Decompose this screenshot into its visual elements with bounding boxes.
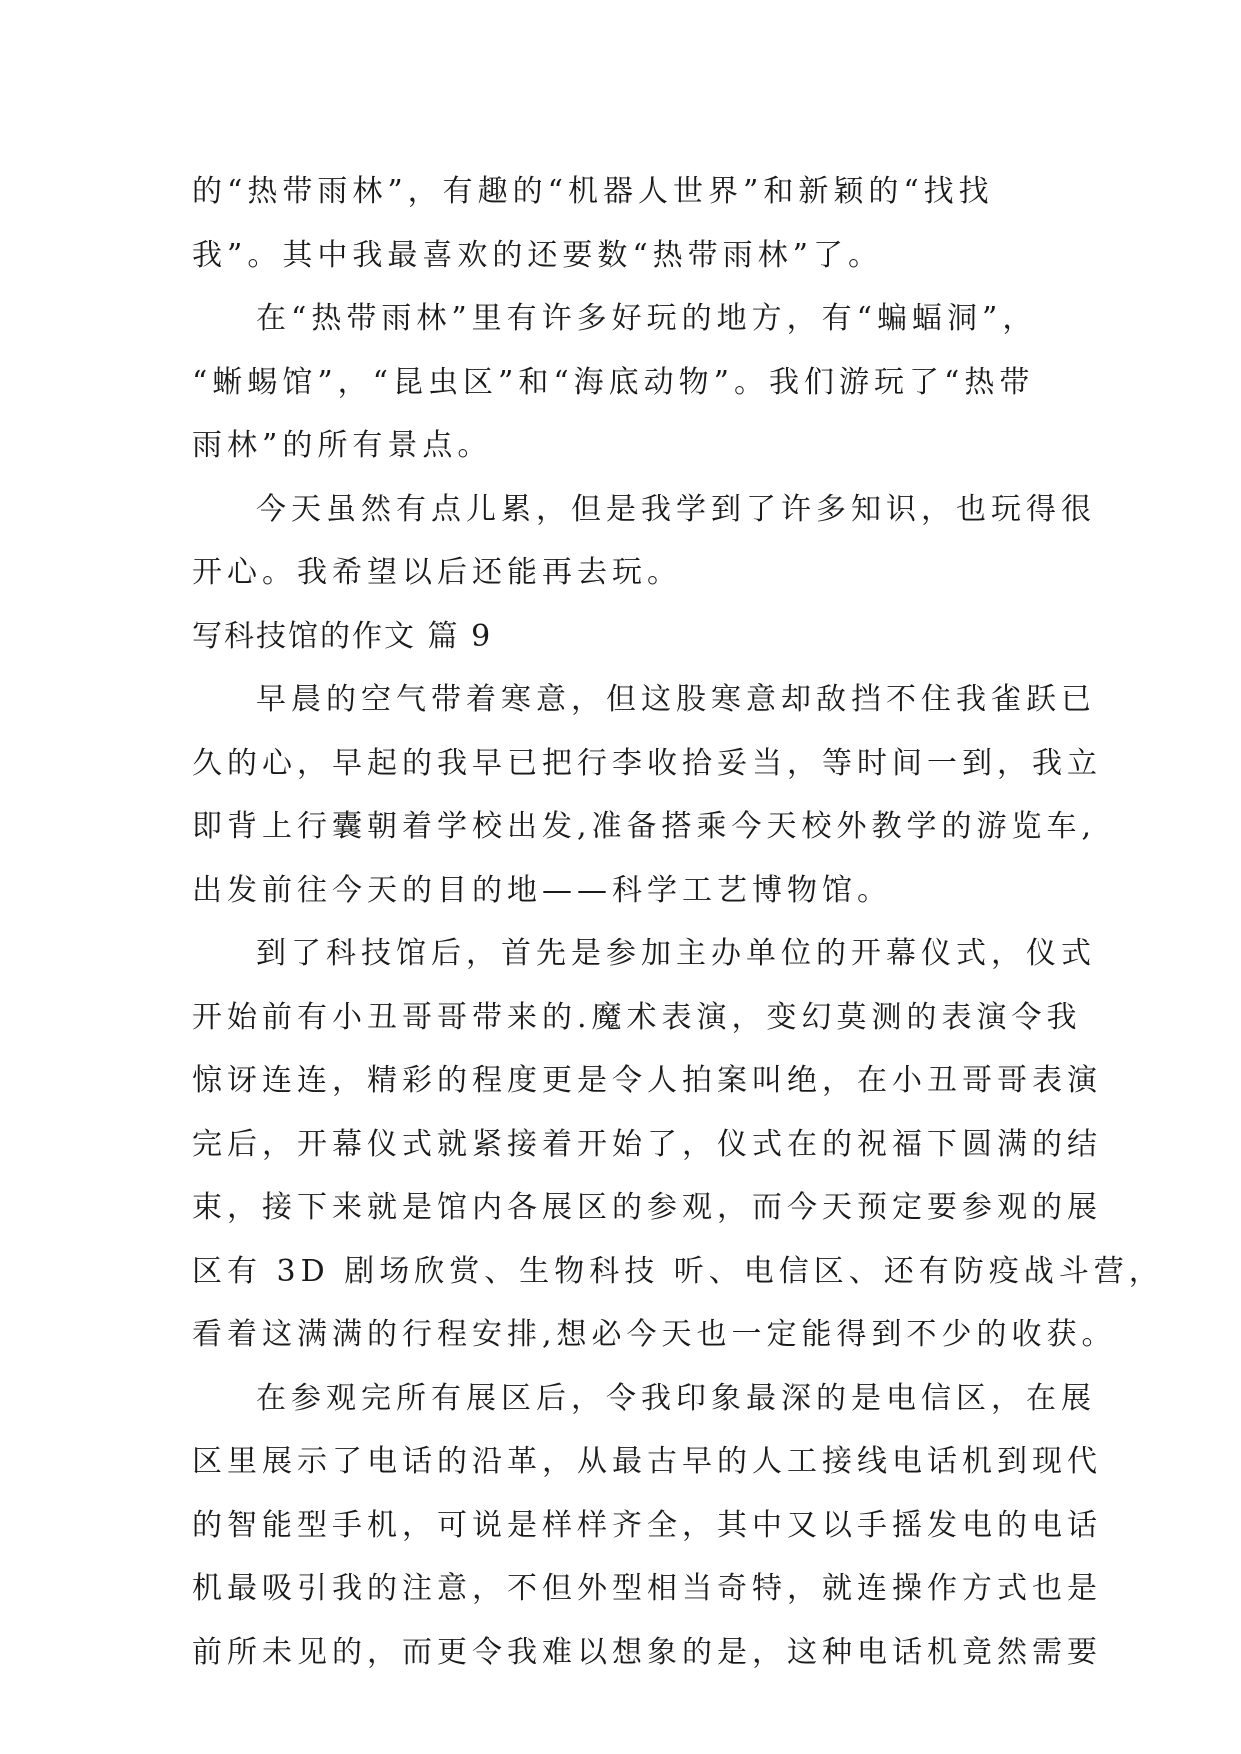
text-line: “蜥蜴馆”，“昆虫区”和“海底动物”。我们游玩了“热带: [192, 364, 1035, 400]
text-line: 机最吸引我的注意，不但外型相当奇特，就连操作方式也是: [192, 1571, 1102, 1606]
text-line: 开心。我希望以后还能再去玩。: [192, 555, 682, 590]
essay-text: [192, 160, 1164, 1684]
text-line: 我”。其中我最喜欢的还要数“热带雨林”了。: [192, 237, 884, 273]
text-line: 今天虽然有点儿累，但是我学到了许多知识，也玩得很: [256, 491, 1096, 527]
text-line: 在参观完所有展区后，令我印象最深的是电信区，在展: [256, 1380, 1096, 1416]
text-line: 的智能型手机，可说是样样齐全，其中又以手摇发电的电话: [192, 1507, 1102, 1543]
text-line: 即背上行囊朝着学校出发,准备搭乘今天校外教学的游览车,: [192, 809, 1097, 844]
text-line: 看着这满满的行程安排,想必今天也一定能得到不少的收获。: [192, 1317, 1117, 1352]
text-line: 到了科技馆后，首先是参加主办单位的开幕仪式，仪式: [256, 936, 1096, 971]
text-line: 束，接下来就是馆内各展区的参观，而今天预定要参观的展: [192, 1190, 1102, 1225]
text-line: 在“热带雨林”里有许多好玩的地方，有“蝙蝠洞”，: [256, 301, 1038, 336]
text-line: 区里展示了电话的沿革，从最古早的人工接线电话机到现代: [192, 1444, 1102, 1479]
text-line: 出发前往今天的目的地——科学工艺博物馆。: [192, 872, 892, 908]
text-line: 的“热带雨林”，有趣的“机器人世界”和新颖的“找找: [192, 174, 994, 209]
text-line: 完后，开幕仪式就紧接着开始了，仪式在的祝福下圆满的结: [192, 1126, 1102, 1162]
section-heading: 写科技馆的作文 篇 9: [192, 618, 493, 654]
text-line: 前所未见的，而更令我难以想象的是，这种电话机竟然需要: [192, 1634, 1102, 1670]
text-line: 开始前有小丑哥哥带来的.魔术表演，变幻莫测的表演令我: [192, 999, 1082, 1035]
text-line: 早晨的空气带着寒意，但这股寒意却敌挡不住我雀跃已: [256, 682, 1096, 717]
text-line: 雨林”的所有景点。: [192, 428, 493, 463]
text-line: 区有 3D 剧场欣赏、生物科技 听、电信区、还有防疫战斗营，: [192, 1253, 1164, 1289]
text-line: 久的心，早起的我早已把行李收拾妥当，等时间一到，我立: [192, 745, 1102, 781]
text-line: 惊讶连连，精彩的程度更是令人拍案叫绝，在小丑哥哥表演: [192, 1063, 1102, 1098]
